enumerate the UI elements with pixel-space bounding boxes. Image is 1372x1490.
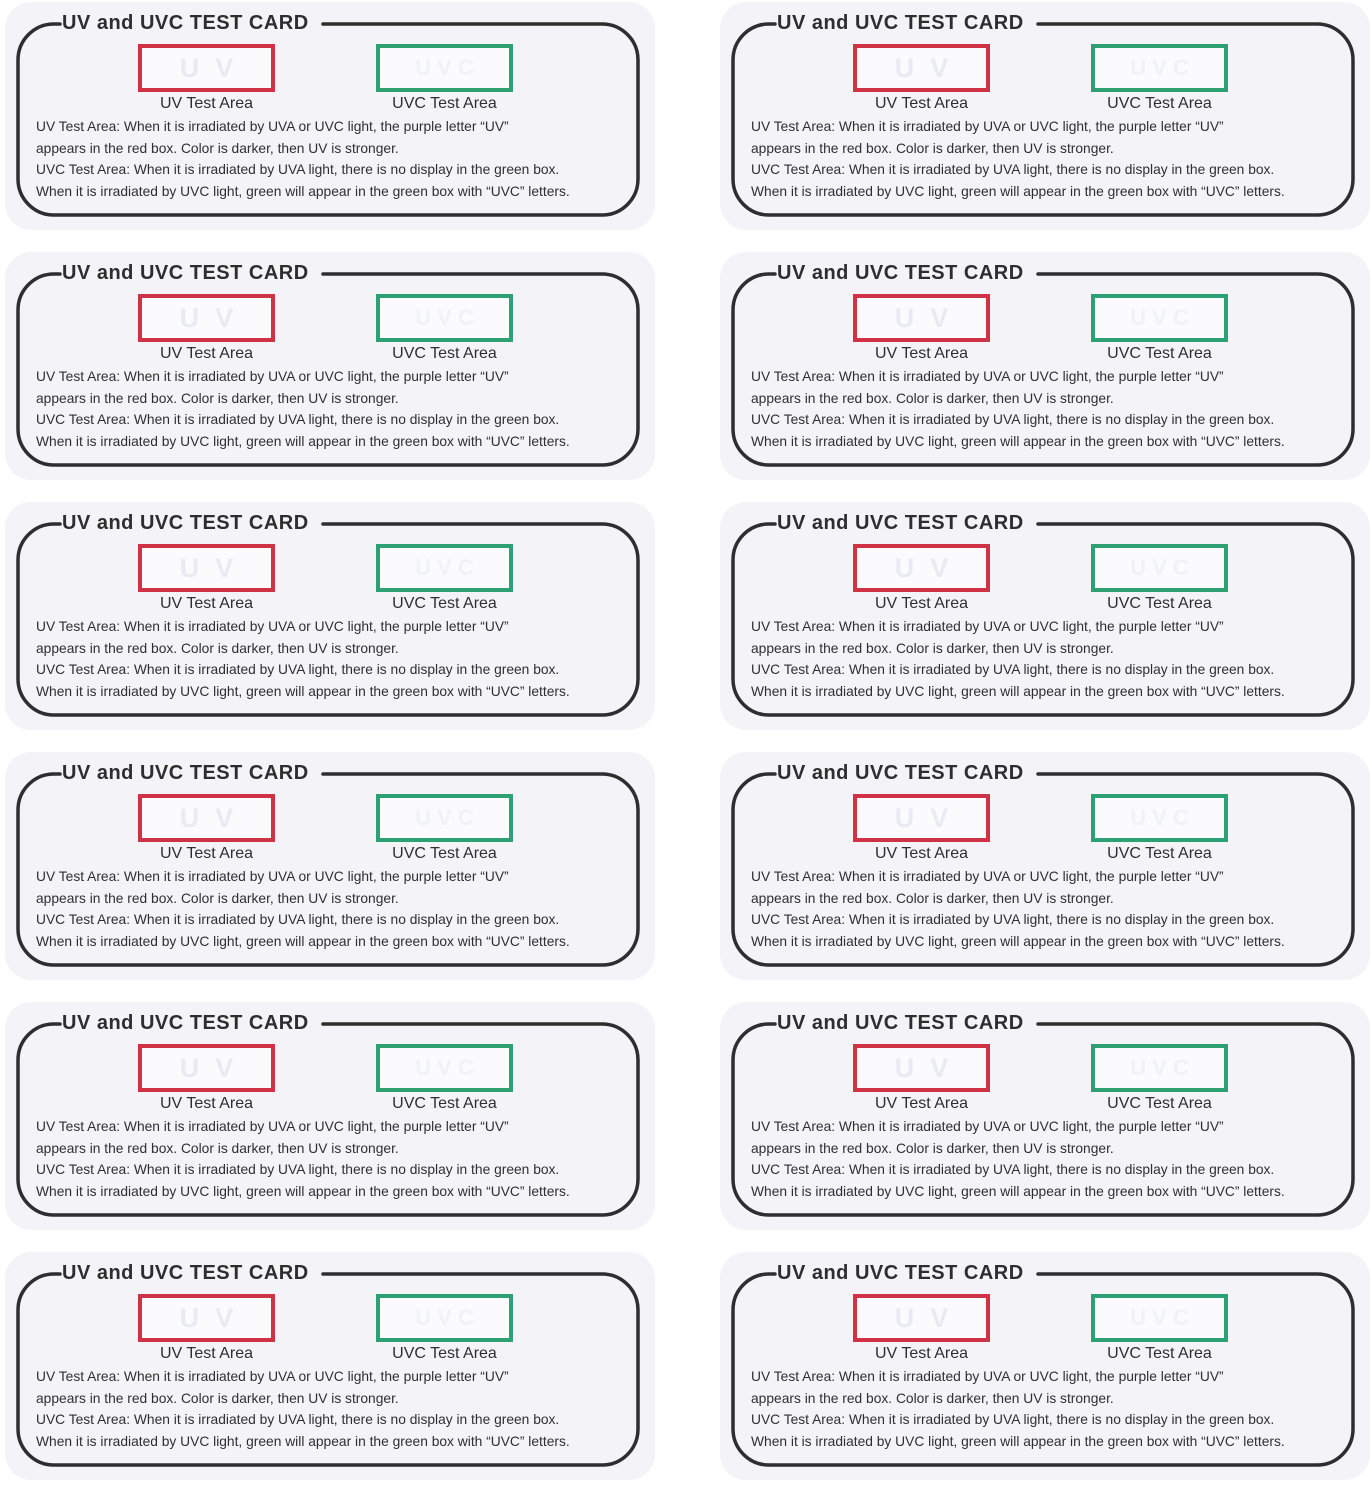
- uvc-ghost-text: UVC: [415, 305, 480, 330]
- uv-test-box: [853, 1294, 990, 1342]
- uv-test-area-label: UV Test Area: [159, 1095, 254, 1112]
- description-line-4: When it is irradiated by UVC light, green will appear in the green box with “UVC” letters.: [751, 183, 1285, 199]
- description-line-4: When it is irradiated by UVC light, green will appear in the green box with “UVC” letters.: [36, 433, 570, 449]
- description-line-2: appears in the red box. Color is darker, then UV is stronger.: [36, 1140, 399, 1156]
- description-line-2: appears in the red box. Color is darker, then UV is stronger.: [36, 1390, 399, 1406]
- description-line-4: When it is irradiated by UVC light, green will appear in the green box with “UVC” letters.: [36, 1183, 570, 1199]
- uv-ghost-text: UV: [894, 552, 965, 583]
- uv-ghost-text: UV: [894, 802, 965, 833]
- uv-uvc-test-card: [720, 502, 1370, 730]
- uv-uvc-test-card: [720, 252, 1370, 480]
- description-line-4: When it is irradiated by UVC light, green will appear in the green box with “UVC” letters.: [751, 433, 1285, 449]
- description-line-3: UVC Test Area: When it is irradiated by UVA light, there is no display in the green box.: [36, 412, 560, 427]
- card-title: UV and UVC TEST CARD: [777, 512, 1024, 534]
- uv-uvc-test-card: [5, 752, 655, 980]
- uv-uvc-test-card: [5, 2, 655, 230]
- description-line-3: UVC Test Area: When it is irradiated by UVA light, there is no display in the green box.: [751, 912, 1275, 927]
- description-line-1: UV Test Area: When it is irradiated by UVA or UVC light, the purple letter “UV”: [36, 119, 509, 134]
- uv-ghost-text: UV: [179, 1052, 250, 1083]
- uvc-test-box: [1091, 794, 1228, 842]
- uv-ghost-text: UV: [179, 52, 250, 83]
- description-line-4: When it is irradiated by UVC light, green will appear in the green box with “UVC” letters.: [751, 933, 1285, 949]
- uv-uvc-test-card: [5, 502, 655, 730]
- description-line-2: appears in the red box. Color is darker, then UV is stronger.: [36, 890, 399, 906]
- uvc-test-box: [1091, 544, 1228, 592]
- uv-uvc-test-card: [5, 1002, 655, 1230]
- description-line-2: appears in the red box. Color is darker, then UV is stronger.: [751, 640, 1114, 656]
- description-line-4: When it is irradiated by UVC light, green will appear in the green box with “UVC” letters.: [751, 1183, 1285, 1199]
- description-line-2: appears in the red box. Color is darker, then UV is stronger.: [36, 640, 399, 656]
- uv-test-box: [138, 544, 275, 592]
- card-description: [751, 366, 1285, 452]
- card-description: [36, 616, 570, 702]
- uvc-test-area-label: UVC Test Area: [392, 595, 497, 612]
- description-line-3: UVC Test Area: When it is irradiated by UVA light, there is no display in the green box.: [751, 162, 1275, 177]
- description-line-3: UVC Test Area: When it is irradiated by UVA light, there is no display in the green box.: [36, 1162, 560, 1177]
- uvc-test-box: [376, 44, 513, 92]
- uv-test-area-label: UV Test Area: [159, 95, 254, 112]
- card-description: [751, 616, 1285, 702]
- uvc-test-box: [1091, 44, 1228, 92]
- uv-test-area-label: UV Test Area: [874, 595, 969, 612]
- card-description: [751, 116, 1285, 202]
- uvc-test-box: [376, 544, 513, 592]
- description-line-3: UVC Test Area: When it is irradiated by UVA light, there is no display in the green box.: [751, 412, 1275, 427]
- description-line-1: UV Test Area: When it is irradiated by UVA or UVC light, the purple letter “UV”: [751, 119, 1224, 134]
- uv-test-box: [853, 1044, 990, 1092]
- uv-test-box: [853, 44, 990, 92]
- description-line-1: UV Test Area: When it is irradiated by UVA or UVC light, the purple letter “UV”: [36, 1119, 509, 1134]
- card-description: [751, 1116, 1285, 1202]
- card-title: UV and UVC TEST CARD: [62, 1262, 309, 1284]
- uv-ghost-text: UV: [894, 302, 965, 333]
- uv-test-box: [853, 794, 990, 842]
- uv-test-area-label: UV Test Area: [874, 95, 969, 112]
- uvc-test-box: [1091, 1044, 1228, 1092]
- description-line-3: UVC Test Area: When it is irradiated by UVA light, there is no display in the green box.: [751, 662, 1275, 677]
- uvc-test-area-label: UVC Test Area: [1107, 1095, 1212, 1112]
- card-title: UV and UVC TEST CARD: [62, 512, 309, 534]
- uvc-ghost-text: UVC: [415, 55, 480, 80]
- description-line-3: UVC Test Area: When it is irradiated by UVA light, there is no display in the green box.: [751, 1412, 1275, 1427]
- uvc-ghost-text: UVC: [1130, 805, 1195, 830]
- uvc-test-area-label: UVC Test Area: [392, 1345, 497, 1362]
- description-line-1: UV Test Area: When it is irradiated by UVA or UVC light, the purple letter “UV”: [751, 1369, 1224, 1384]
- description-line-2: appears in the red box. Color is darker, then UV is stronger.: [36, 390, 399, 406]
- card-title: UV and UVC TEST CARD: [777, 762, 1024, 784]
- uv-test-box: [138, 1044, 275, 1092]
- description-line-2: appears in the red box. Color is darker, then UV is stronger.: [751, 1390, 1114, 1406]
- uvc-test-box: [376, 294, 513, 342]
- uv-ghost-text: UV: [179, 552, 250, 583]
- uvc-ghost-text: UVC: [415, 1305, 480, 1330]
- uv-test-box: [853, 294, 990, 342]
- uv-test-box: [138, 1294, 275, 1342]
- card-description: [36, 1116, 570, 1202]
- uv-test-area-label: UV Test Area: [159, 1345, 254, 1362]
- uv-uvc-test-card: [720, 1252, 1370, 1480]
- card-description: [36, 366, 570, 452]
- description-line-2: appears in the red box. Color is darker, then UV is stronger.: [751, 1140, 1114, 1156]
- uv-test-area-label: UV Test Area: [874, 845, 969, 862]
- uvc-test-area-label: UVC Test Area: [1107, 345, 1212, 362]
- uvc-ghost-text: UVC: [1130, 1305, 1195, 1330]
- description-line-2: appears in the red box. Color is darker, then UV is stronger.: [751, 890, 1114, 906]
- description-line-1: UV Test Area: When it is irradiated by UVA or UVC light, the purple letter “UV”: [751, 619, 1224, 634]
- description-line-3: UVC Test Area: When it is irradiated by UVA light, there is no display in the green box.: [36, 1412, 560, 1427]
- description-line-2: appears in the red box. Color is darker, then UV is stronger.: [36, 140, 399, 156]
- card-title: UV and UVC TEST CARD: [62, 1012, 309, 1034]
- uvc-test-area-label: UVC Test Area: [1107, 845, 1212, 862]
- description-line-3: UVC Test Area: When it is irradiated by UVA light, there is no display in the green box.: [751, 1162, 1275, 1177]
- uvc-test-box: [376, 1044, 513, 1092]
- description-line-1: UV Test Area: When it is irradiated by UVA or UVC light, the purple letter “UV”: [36, 869, 509, 884]
- uv-test-box: [853, 544, 990, 592]
- uvc-ghost-text: UVC: [1130, 555, 1195, 580]
- uv-test-area-label: UV Test Area: [159, 345, 254, 362]
- description-line-1: UV Test Area: When it is irradiated by UVA or UVC light, the purple letter “UV”: [36, 619, 509, 634]
- uv-test-area-label: UV Test Area: [159, 595, 254, 612]
- description-line-1: UV Test Area: When it is irradiated by UVA or UVC light, the purple letter “UV”: [751, 369, 1224, 384]
- uv-ghost-text: UV: [894, 52, 965, 83]
- uv-ghost-text: UV: [179, 802, 250, 833]
- card-title: UV and UVC TEST CARD: [62, 12, 309, 34]
- description-line-3: UVC Test Area: When it is irradiated by UVA light, there is no display in the green box.: [36, 912, 560, 927]
- card-title: UV and UVC TEST CARD: [62, 762, 309, 784]
- description-line-1: UV Test Area: When it is irradiated by UVA or UVC light, the purple letter “UV”: [751, 869, 1224, 884]
- uvc-test-area-label: UVC Test Area: [1107, 95, 1212, 112]
- description-line-3: UVC Test Area: When it is irradiated by UVA light, there is no display in the green box.: [36, 662, 560, 677]
- uv-test-box: [138, 794, 275, 842]
- uv-ghost-text: UV: [894, 1052, 965, 1083]
- description-line-4: When it is irradiated by UVC light, green will appear in the green box with “UVC” letters.: [751, 1433, 1285, 1449]
- description-line-1: UV Test Area: When it is irradiated by UVA or UVC light, the purple letter “UV”: [36, 1369, 509, 1384]
- uvc-ghost-text: UVC: [1130, 1055, 1195, 1080]
- uvc-test-area-label: UVC Test Area: [392, 845, 497, 862]
- uv-uvc-test-card: [5, 252, 655, 480]
- card-title: UV and UVC TEST CARD: [777, 12, 1024, 34]
- card-title: UV and UVC TEST CARD: [777, 262, 1024, 284]
- uvc-test-area-label: UVC Test Area: [392, 1095, 497, 1112]
- card-description: [36, 116, 570, 202]
- description-line-4: When it is irradiated by UVC light, green will appear in the green box with “UVC” letters.: [36, 183, 570, 199]
- description-line-4: When it is irradiated by UVC light, green will appear in the green box with “UVC” letters.: [751, 683, 1285, 699]
- description-line-1: UV Test Area: When it is irradiated by UVA or UVC light, the purple letter “UV”: [36, 369, 509, 384]
- uv-test-area-label: UV Test Area: [874, 1095, 969, 1112]
- uvc-test-area-label: UVC Test Area: [392, 345, 497, 362]
- uvc-test-area-label: UVC Test Area: [392, 95, 497, 112]
- uv-test-area-label: UV Test Area: [159, 845, 254, 862]
- uvc-ghost-text: UVC: [415, 805, 480, 830]
- description-line-4: When it is irradiated by UVC light, green will appear in the green box with “UVC” letters.: [36, 1433, 570, 1449]
- description-line-2: appears in the red box. Color is darker, then UV is stronger.: [751, 390, 1114, 406]
- description-line-1: UV Test Area: When it is irradiated by UVA or UVC light, the purple letter “UV”: [751, 1119, 1224, 1134]
- uv-uvc-test-card: [720, 1002, 1370, 1230]
- uv-uvc-test-card: [5, 1252, 655, 1480]
- uv-ghost-text: UV: [179, 1302, 250, 1333]
- card-title: UV and UVC TEST CARD: [777, 1012, 1024, 1034]
- card-description: [751, 866, 1285, 952]
- card-description: [36, 1366, 570, 1452]
- card-title: UV and UVC TEST CARD: [777, 1262, 1024, 1284]
- description-line-2: appears in the red box. Color is darker, then UV is stronger.: [751, 140, 1114, 156]
- uv-test-box: [138, 44, 275, 92]
- uvc-ghost-text: UVC: [415, 1055, 480, 1080]
- card-description: [751, 1366, 1285, 1452]
- card-description: [36, 866, 570, 952]
- description-line-4: When it is irradiated by UVC light, green will appear in the green box with “UVC” letters.: [36, 683, 570, 699]
- uvc-ghost-text: UVC: [1130, 305, 1195, 330]
- uv-test-box: [138, 294, 275, 342]
- description-line-4: When it is irradiated by UVC light, green will appear in the green box with “UVC” letters.: [36, 933, 570, 949]
- card-title: UV and UVC TEST CARD: [62, 262, 309, 284]
- description-line-3: UVC Test Area: When it is irradiated by UVA light, there is no display in the green box.: [36, 162, 560, 177]
- uv-test-area-label: UV Test Area: [874, 345, 969, 362]
- uv-test-area-label: UV Test Area: [874, 1345, 969, 1362]
- uvc-test-area-label: UVC Test Area: [1107, 1345, 1212, 1362]
- uvc-ghost-text: UVC: [415, 555, 480, 580]
- uvc-test-box: [376, 1294, 513, 1342]
- uv-ghost-text: UV: [179, 302, 250, 333]
- uvc-test-area-label: UVC Test Area: [1107, 595, 1212, 612]
- uv-ghost-text: UV: [894, 1302, 965, 1333]
- uvc-test-box: [1091, 1294, 1228, 1342]
- uvc-ghost-text: UVC: [1130, 55, 1195, 80]
- uvc-test-box: [1091, 294, 1228, 342]
- uv-uvc-test-card: [720, 752, 1370, 980]
- uvc-test-box: [376, 794, 513, 842]
- uv-uvc-test-card: [720, 2, 1370, 230]
